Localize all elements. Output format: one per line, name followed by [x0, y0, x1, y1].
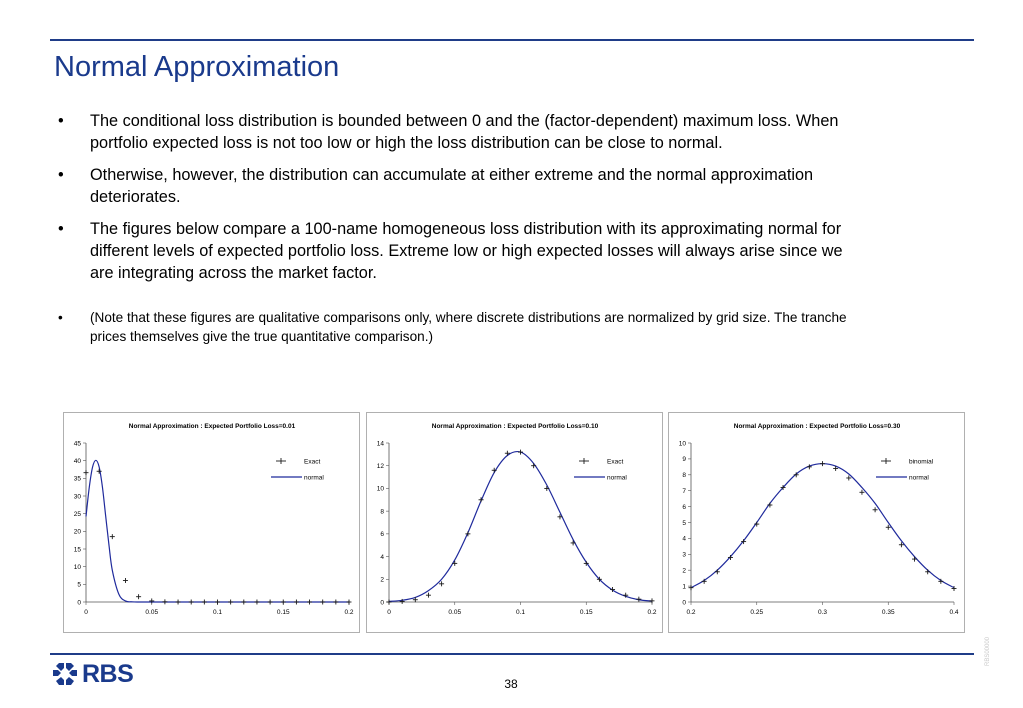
x-tick-label: 0	[387, 609, 391, 616]
x-tick-label: 0.35	[881, 609, 895, 616]
legend-label-markers: binomial	[909, 458, 934, 466]
y-tick-label: 1	[682, 583, 686, 591]
data-point-marker	[452, 561, 457, 566]
data-point-marker	[149, 598, 154, 603]
y-tick-label: 14	[376, 440, 384, 448]
y-tick-label: 10	[73, 563, 81, 571]
y-tick-label: 4	[682, 535, 686, 543]
data-point-marker	[307, 600, 312, 605]
data-point-marker	[518, 450, 523, 455]
data-point-marker	[715, 569, 720, 574]
data-point-marker	[136, 594, 141, 599]
bullet-text: The figures below compare a 100-name homogeneous loss distribution with its approximating normal for different levels of expected portfolio loss. Extreme low or high expected losses will always arise since we are integrating across the market factor.	[90, 220, 843, 282]
x-tick-label: 0.05	[448, 609, 462, 616]
bullet-marker: •	[58, 310, 63, 325]
slide-title: Normal Approximation	[54, 51, 340, 83]
x-tick-label: 0.1	[212, 609, 223, 616]
x-tick-label: 0.4	[949, 609, 959, 616]
data-point-marker	[426, 593, 431, 598]
chart-title: Normal Approximation : Expected Portfolio Loss=0.01	[128, 423, 296, 430]
side-code-svg	[975, 630, 995, 670]
chart-loss-0-30	[669, 413, 964, 632]
side-code	[975, 630, 995, 670]
y-tick-label: 7	[682, 488, 686, 495]
side-code-text: RBS00000	[985, 636, 991, 666]
x-tick-label: 0.15	[276, 609, 290, 616]
data-point-marker	[241, 600, 246, 605]
chart-title: Normal Approximation : Expected Portfolio Loss=0.10	[431, 423, 599, 430]
y-tick-label: 3	[682, 551, 686, 559]
y-tick-label: 45	[73, 440, 81, 448]
legend-label-normal: normal	[909, 474, 929, 482]
legend-label-markers: Exact	[607, 458, 624, 466]
y-tick-label: 5	[682, 519, 686, 527]
chart-legend	[574, 458, 627, 481]
data-point-marker	[347, 600, 352, 605]
data-point-marker	[333, 600, 338, 605]
data-point-marker	[925, 569, 930, 574]
data-point-marker	[294, 600, 299, 605]
data-point-marker	[912, 557, 917, 562]
logo-text: RBS	[82, 659, 134, 688]
legend-label-normal: normal	[607, 474, 627, 482]
chart-loss-0-01	[64, 413, 359, 632]
y-tick-label: 5	[77, 581, 81, 589]
data-point-marker	[636, 597, 641, 602]
y-tick-label: 2	[682, 567, 686, 575]
y-tick-label: 2	[380, 576, 384, 584]
data-point-marker	[859, 490, 864, 495]
y-tick-label: 8	[682, 472, 686, 480]
data-point-marker	[387, 600, 392, 605]
data-point-marker	[873, 507, 878, 512]
chart-panel-1	[63, 412, 360, 633]
x-tick-label: 0.25	[750, 609, 764, 616]
data-point-marker	[505, 451, 510, 456]
y-tick-label: 0	[77, 599, 81, 607]
bullet-text: (Note that these figures are qualitative comparisons only, where discrete distributions are normalized by grid size. The tranche prices themselves give the true quantitative comparison.)	[90, 310, 847, 344]
data-point-marker	[544, 486, 549, 491]
y-tick-label: 8	[380, 508, 384, 516]
bullet-item	[58, 164, 858, 208]
y-tick-label: 35	[73, 475, 81, 483]
legend-label-markers: Exact	[304, 458, 321, 466]
x-tick-label: 0.15	[579, 609, 593, 616]
data-point-marker	[571, 540, 576, 545]
data-point-marker	[84, 470, 89, 475]
bottom-divider	[50, 653, 974, 655]
data-point-marker	[281, 600, 286, 605]
data-point-marker	[162, 599, 167, 604]
y-tick-label: 30	[73, 493, 81, 501]
x-tick-label: 0.1	[515, 609, 526, 616]
data-point-marker	[176, 600, 181, 605]
y-tick-label: 25	[73, 510, 81, 518]
x-tick-label: 0.2	[344, 609, 354, 616]
y-tick-label: 12	[376, 463, 384, 471]
data-point-marker	[228, 600, 233, 605]
x-tick-label: 0.05	[145, 609, 159, 616]
page-number: 38	[504, 677, 518, 691]
data-point-marker	[215, 600, 220, 605]
chart-legend	[876, 458, 934, 481]
y-tick-label: 15	[73, 546, 81, 554]
data-point-marker	[254, 600, 259, 605]
bullet-text: Otherwise, however, the distribution can accumulate at either extreme and the normal approximation deteriorates.	[90, 166, 814, 206]
bullet-item	[58, 218, 858, 284]
data-point-marker	[439, 581, 444, 586]
bullet-item-note	[58, 308, 858, 346]
y-tick-label: 6	[380, 531, 384, 539]
chart-panel-3	[668, 412, 965, 633]
rbs-daisy-logo-icon	[52, 662, 78, 686]
data-point-marker	[650, 598, 655, 603]
chart-loss-0-10	[367, 413, 662, 632]
data-point-marker	[820, 461, 825, 466]
data-point-marker	[202, 600, 207, 605]
bullet-marker: •	[58, 166, 64, 184]
y-tick-label: 10	[678, 440, 686, 448]
y-tick-label: 20	[73, 528, 81, 536]
data-point-marker	[110, 534, 115, 539]
bullet-list	[58, 110, 858, 356]
bullet-marker: •	[58, 220, 64, 238]
bullet-text: The conditional loss distribution is bounded between 0 and the (factor-dependent) maximum loss. When portfolio expected loss is not too low or high the loss distribution can be close to normal.	[90, 112, 839, 152]
y-tick-label: 0	[682, 599, 686, 607]
data-point-marker	[268, 600, 273, 605]
y-tick-label: 9	[682, 456, 686, 464]
chart-panel-2	[366, 412, 663, 633]
x-tick-label: 0.2	[686, 609, 696, 616]
y-tick-label: 4	[380, 553, 384, 561]
data-point-marker	[123, 578, 128, 583]
x-tick-label: 0.3	[817, 609, 828, 616]
bullet-marker: •	[58, 112, 64, 130]
chart-title: Normal Approximation : Expected Portfolio Loss=0.30	[733, 423, 901, 430]
rbs-logo	[52, 661, 133, 687]
y-tick-label: 6	[682, 503, 686, 511]
data-point-marker	[189, 600, 194, 605]
top-divider	[50, 39, 974, 41]
x-tick-label: 0.2	[647, 609, 657, 616]
y-tick-label: 10	[376, 485, 384, 493]
y-tick-label: 0	[380, 599, 384, 607]
legend-label-normal: normal	[304, 474, 324, 482]
bullet-item	[58, 110, 858, 154]
series-line-normal	[691, 464, 954, 588]
x-tick-label: 0	[84, 609, 88, 616]
chart-legend	[271, 458, 324, 481]
data-point-marker	[531, 463, 536, 468]
y-tick-label: 40	[73, 457, 81, 465]
data-point-marker	[320, 600, 325, 605]
